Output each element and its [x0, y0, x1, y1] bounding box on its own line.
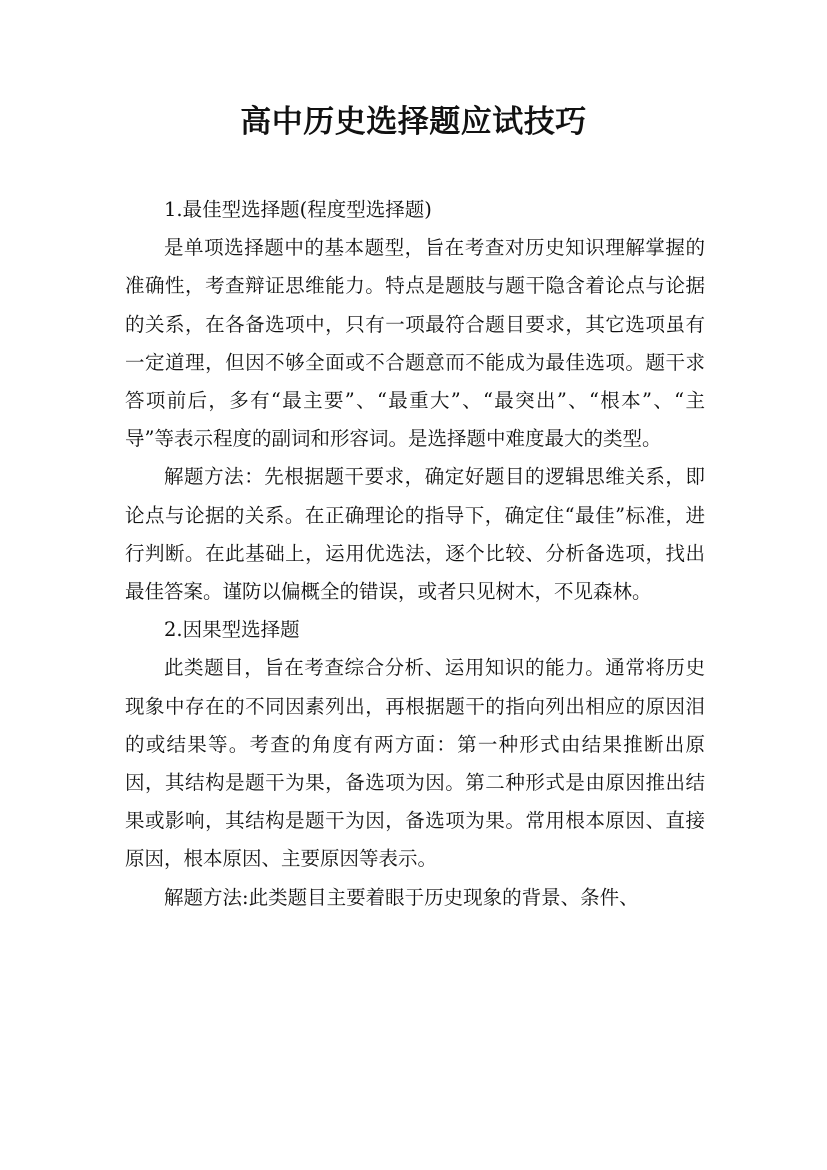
paragraph-method-2: 解题方法:此类题目主要着眼于历史现象的背景、条件、	[164, 885, 639, 909]
section-heading-1: 1.最佳型选择题(程度型选择题)	[164, 198, 432, 221]
paragraph-method-1: 解题方法：先根据题干要求，确定好题目的逻辑思维关系，即论点与论据的关系。在正确理论的指导下，确定住“最佳”标准，进行判断。在此基础上，运用优选法，逐个比较、分析备选项，找出最佳答案。谨防以偏概全的错误，或者只见树木，不见森林。	[125, 465, 705, 604]
document-body	[125, 191, 705, 917]
document-title: 高中历史选择题应试技巧	[240, 104, 587, 140]
section-heading-2: 2.因果型选择题	[164, 618, 300, 642]
paragraph-definition-2: 此类题目，旨在考查综合分析、运用知识的能力。通常将历史现象中存在的不同因素列出，再根据题干的指向列出相应的原因泪的或结果等。考查的角度有两方面：第一种形式由结果推断出原因，其结构是题干为果，备选项为因。第二种形式是由原因推出结果或影响，其结构是题干为因，备选项为果。常用根本原因、直接原因，根本原因、主要原因等表示。	[125, 656, 705, 871]
paragraph-definition-1: 是单项选择题中的基本题型，旨在考查对历史知识理解掌握的准确性，考查辩证思维能力。特点是题肢与题干隐含着论点与论据的关系，在各备选项中，只有一项最符合题目要求，其它选项虽有一定道理，但因不够全面或不合题意而不能成为最佳选项。题干求答项前后，多有“最主要”、“最重大”、“最突出”、“根本”、“主导”等表示程度的副词和形容词。是选择题中难度最大的类型。	[125, 236, 705, 451]
